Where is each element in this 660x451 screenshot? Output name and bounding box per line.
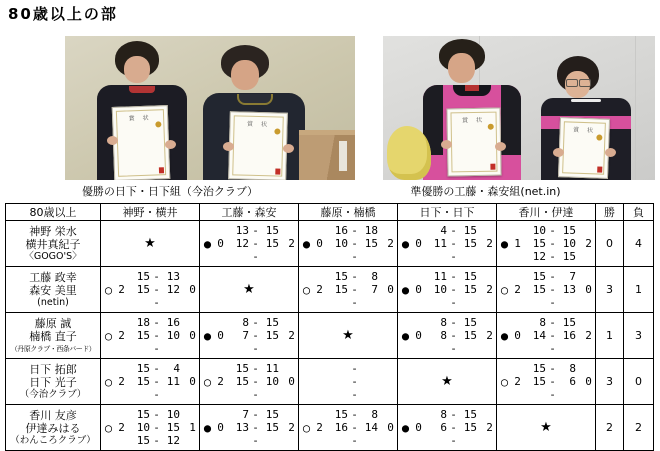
games-lost: 2 (288, 421, 295, 434)
games-won: 0 (217, 421, 224, 434)
team-names-cell (6, 359, 101, 405)
player-name: 日下 拓郎 (29, 362, 77, 376)
wins-cell: 0 (596, 221, 624, 267)
hand (223, 142, 234, 151)
set-score: - (252, 342, 259, 355)
set-scores (424, 270, 483, 309)
match-result-cell (200, 313, 299, 359)
win-circle-icon: ○ (104, 282, 113, 297)
match-detail (299, 359, 397, 404)
win-circle-icon: ○ (302, 282, 311, 297)
hand (495, 142, 506, 151)
self-match-cell (497, 405, 596, 451)
set-score: 15 - 11 (235, 362, 279, 375)
table-row (6, 405, 654, 451)
set-score: - (153, 342, 160, 355)
certificate (228, 111, 288, 180)
loss-circle-icon: ● (203, 236, 212, 251)
set-score: 15 - 10 (235, 375, 279, 388)
set-score: 12 - 15 (532, 250, 576, 263)
certificate-title: 賞 状 (128, 114, 152, 123)
match-detail (200, 359, 298, 404)
self-match-cell (200, 267, 299, 313)
set-scores (424, 408, 483, 447)
loss-circle-icon: ● (401, 420, 410, 435)
self-match-cell (101, 221, 200, 267)
set-score: 13 - 15 (235, 224, 279, 237)
set-score: 15 - 7 (334, 283, 378, 296)
games-won: 2 (316, 283, 323, 296)
column-header-6: 勝 (596, 204, 624, 221)
loss-circle-icon: ● (500, 236, 509, 251)
star-icon: ★ (441, 374, 453, 389)
games-won: 2 (118, 421, 125, 434)
set-score: 10 - 15 (136, 421, 180, 434)
games-won: 0 (217, 237, 224, 250)
hand (165, 140, 176, 149)
set-score: 15 - 8 (532, 362, 576, 375)
set-scores (424, 316, 483, 355)
games-won: 0 (415, 329, 422, 342)
losses-cell: 0 (624, 359, 654, 405)
page-title: 80歳以上の部 (8, 5, 118, 23)
set-scores (226, 408, 285, 447)
runnerup-caption: 準優勝の工藤・森安組(net.in) (410, 185, 561, 198)
certificate-title: 賞 状 (247, 120, 271, 129)
hand (605, 148, 616, 157)
column-header-3: 藤原・楠橋 (299, 204, 398, 221)
club-name: （わんころクラブ） (10, 434, 96, 446)
loss-circle-icon: ● (401, 236, 410, 251)
set-score: - (252, 250, 259, 263)
games-won: 0 (415, 283, 422, 296)
games-won: 2 (118, 283, 125, 296)
glasses-icon (579, 79, 591, 87)
team-names-cell (6, 267, 101, 313)
games-lost: 1 (189, 421, 196, 434)
set-scores (127, 316, 186, 355)
set-score: - (351, 250, 358, 263)
set-score: 10 - 15 (433, 283, 477, 296)
set-score: 15 - 10 (136, 408, 180, 421)
team-names-cell (6, 221, 101, 267)
match-detail (200, 313, 298, 358)
win-circle-icon: ○ (500, 282, 509, 297)
club-name: （丹原クラブ・西条バード） (10, 344, 96, 353)
games-won: 2 (217, 375, 224, 388)
set-score: 15 - 10 (136, 329, 180, 342)
box-label (339, 141, 347, 171)
star-icon: ★ (243, 282, 255, 297)
games-won: 2 (514, 283, 521, 296)
games-lost: 2 (486, 283, 493, 296)
wins-cell: 1 (596, 313, 624, 359)
set-score: - (351, 388, 358, 401)
set-scores (523, 316, 582, 355)
set-score: - (450, 296, 457, 309)
games-lost: 2 (288, 237, 295, 250)
set-score: 15 - 7 (532, 270, 576, 283)
games-won: 2 (118, 375, 125, 388)
set-score: 15 - 4 (136, 362, 180, 375)
games-won: 0 (415, 421, 422, 434)
games-lost: 0 (585, 375, 592, 388)
games-lost: 0 (288, 375, 295, 388)
games-lost: 0 (189, 283, 196, 296)
losses-cell: 3 (624, 313, 654, 359)
champion-caption: 優勝の日下・日下組（今治クラブ） (81, 185, 259, 198)
column-header-2: 工藤・森安 (200, 204, 299, 221)
column-header-1: 神野・横井 (101, 204, 200, 221)
wins-cell: 3 (596, 267, 624, 313)
set-score: 6 - 15 (440, 421, 477, 434)
match-result-cell (101, 359, 200, 405)
set-score: - (153, 388, 160, 401)
match-result-cell (200, 359, 299, 405)
certificate (112, 105, 171, 180)
player-name: 日下 光子 (29, 375, 77, 389)
player-name: 藤原 誠 (34, 316, 72, 330)
set-scores (226, 316, 285, 355)
player-name: 横井真紀子 (25, 237, 81, 251)
set-scores (523, 224, 582, 263)
match-result-cell (299, 359, 398, 405)
match-detail (299, 267, 397, 312)
set-scores (523, 362, 582, 401)
games-won: 2 (316, 421, 323, 434)
set-scores (226, 224, 285, 263)
games-won: 0 (415, 237, 422, 250)
set-score: 18 - 16 (136, 316, 180, 329)
certificate-title: 賞 状 (462, 116, 486, 125)
table-header-row (6, 204, 654, 221)
match-result-cell (200, 221, 299, 267)
man-collar (237, 94, 273, 105)
match-result-cell (497, 221, 596, 267)
games-lost: 0 (387, 283, 394, 296)
player-name: 楠橋 直子 (29, 329, 77, 343)
red-seal-icon (597, 166, 602, 172)
losses-cell: 1 (624, 267, 654, 313)
match-result-cell (398, 221, 497, 267)
certificate (558, 117, 610, 179)
games-lost: 0 (189, 329, 196, 342)
match-result-cell (299, 405, 398, 451)
medal-sticker-icon (488, 124, 494, 130)
set-scores (325, 362, 384, 401)
match-result-cell (200, 405, 299, 451)
match-detail (200, 221, 298, 266)
player-name: 香川 友彦 (29, 408, 77, 422)
club-name: 〈GOGO'S〉 (24, 250, 82, 262)
games-won: 0 (316, 237, 323, 250)
games-lost: 2 (585, 329, 592, 342)
set-score: 7 - 15 (242, 408, 279, 421)
match-detail (398, 405, 496, 450)
win-circle-icon: ○ (500, 374, 509, 389)
set-score: 10 - 15 (334, 237, 378, 250)
match-detail (398, 267, 496, 312)
set-score: 15 - 12 (136, 283, 180, 296)
games-lost: 2 (486, 421, 493, 434)
set-score: 16 - 18 (334, 224, 378, 237)
set-score: 15 - 10 (532, 237, 576, 250)
match-result-cell (497, 359, 596, 405)
man-face (448, 53, 475, 83)
games-won: 0 (514, 329, 521, 342)
hand (553, 148, 564, 157)
match-result-cell (497, 313, 596, 359)
set-scores (325, 224, 384, 263)
star-icon: ★ (144, 236, 156, 251)
hand (107, 136, 118, 145)
set-score: 7 - 15 (242, 329, 279, 342)
match-detail (398, 221, 496, 266)
set-score: 8 - 15 (242, 316, 279, 329)
games-lost: 0 (189, 375, 196, 388)
loss-circle-icon: ● (500, 328, 509, 343)
match-detail (497, 267, 595, 312)
set-scores (325, 408, 384, 447)
set-scores (127, 408, 186, 447)
match-detail (497, 221, 595, 266)
set-score: - (450, 434, 457, 447)
match-detail (101, 359, 199, 404)
games-lost: 2 (486, 329, 493, 342)
games-lost: 0 (387, 421, 394, 434)
set-score: 15 - 8 (334, 270, 378, 283)
match-result-cell (398, 313, 497, 359)
games-won: 1 (514, 237, 521, 250)
player-name: 伊達みはる (25, 421, 81, 435)
inner-collar (465, 85, 479, 91)
set-score: - (450, 250, 457, 263)
match-result-cell (497, 267, 596, 313)
loss-circle-icon: ● (203, 420, 212, 435)
set-score: 13 - 15 (235, 421, 279, 434)
set-score: 15 - 11 (136, 375, 180, 388)
wins-cell: 3 (596, 359, 624, 405)
match-detail (497, 313, 595, 358)
hand (283, 144, 294, 153)
match-result-cell (299, 267, 398, 313)
games-lost: 2 (387, 237, 394, 250)
table-row (6, 359, 654, 405)
match-result-cell (299, 221, 398, 267)
set-score: 15 - 13 (136, 270, 180, 283)
champion-photo (65, 36, 355, 180)
star-icon: ★ (342, 328, 354, 343)
wins-cell: 2 (596, 405, 624, 451)
games-won: 0 (217, 329, 224, 342)
losses-cell: 4 (624, 221, 654, 267)
win-circle-icon: ○ (104, 420, 113, 435)
set-score: - (549, 388, 556, 401)
match-detail (299, 405, 397, 450)
set-score: 11 - 15 (433, 237, 477, 250)
match-detail (398, 313, 496, 358)
win-circle-icon: ○ (104, 374, 113, 389)
set-score: 8 - 15 (440, 316, 477, 329)
match-detail (101, 267, 199, 312)
win-circle-icon: ○ (203, 374, 212, 389)
cardboard-box (299, 130, 355, 180)
set-scores (424, 224, 483, 263)
match-detail (299, 221, 397, 266)
medal-sticker-icon (596, 134, 602, 140)
table-row (6, 267, 654, 313)
player-name: 工藤 政幸 (29, 270, 77, 284)
set-score: - (153, 296, 160, 309)
red-seal-icon (275, 168, 280, 174)
match-detail (101, 405, 199, 450)
set-score: - (351, 434, 358, 447)
team-names-cell (6, 313, 101, 359)
set-score: 4 - 15 (440, 224, 477, 237)
self-match-cell (299, 313, 398, 359)
set-score: - (351, 362, 358, 375)
runnerup-photo (383, 36, 655, 180)
certificate (446, 108, 501, 177)
table-row (6, 221, 654, 267)
self-match-cell (398, 359, 497, 405)
woman-collar (129, 86, 155, 93)
set-score: 16 - 14 (334, 421, 378, 434)
match-detail (101, 313, 199, 358)
match-result-cell (101, 405, 200, 451)
set-scores (325, 270, 384, 309)
match-result-cell (398, 267, 497, 313)
set-score: 14 - 16 (532, 329, 576, 342)
match-result-cell (398, 405, 497, 451)
set-score: - (351, 375, 358, 388)
match-detail (200, 405, 298, 450)
medal-sticker-icon (155, 121, 161, 127)
set-score: - (549, 342, 556, 355)
match-result-cell (101, 313, 200, 359)
win-circle-icon: ○ (104, 328, 113, 343)
set-score: 8 - 15 (440, 329, 477, 342)
wall-panel-line (635, 36, 636, 180)
column-header-4: 日下・日下 (398, 204, 497, 221)
medal-sticker-icon (274, 128, 280, 134)
club-name: (netin) (37, 296, 69, 308)
loss-circle-icon: ● (203, 328, 212, 343)
glasses-icon (566, 79, 578, 87)
player-name: 森安 美里 (29, 283, 77, 297)
star-icon: ★ (540, 420, 552, 435)
loss-circle-icon: ● (401, 328, 410, 343)
set-score: 15 - 8 (334, 408, 378, 421)
results-table (5, 203, 654, 451)
games-won: 2 (118, 329, 125, 342)
set-score: 8 - 15 (440, 408, 477, 421)
set-score: 11 - 15 (433, 270, 477, 283)
games-lost: 0 (585, 283, 592, 296)
loss-circle-icon: ● (401, 282, 410, 297)
column-header-0: 80歳以上 (6, 204, 101, 221)
red-seal-icon (159, 167, 164, 173)
player-name: 神野 栄水 (29, 224, 77, 238)
set-scores (226, 362, 285, 401)
certificate-title: 賞 状 (573, 126, 597, 135)
collar-trim (571, 99, 601, 102)
team-names-cell (6, 405, 101, 451)
games-lost: 2 (585, 237, 592, 250)
set-score: - (450, 342, 457, 355)
woman-face (124, 56, 150, 83)
set-score: 12 - 15 (235, 237, 279, 250)
games-lost: 2 (486, 237, 493, 250)
hand (441, 140, 452, 149)
set-score: 15 - 12 (136, 434, 180, 447)
loss-circle-icon: ● (302, 236, 311, 251)
set-score: 15 - 6 (532, 375, 576, 388)
set-score: - (252, 388, 259, 401)
set-scores (127, 362, 186, 401)
club-name: （今治クラブ） (19, 388, 87, 400)
losses-cell: 2 (624, 405, 654, 451)
games-lost: 2 (288, 329, 295, 342)
set-score: - (549, 296, 556, 309)
set-score: 10 - 15 (532, 224, 576, 237)
set-score: 15 - 13 (532, 283, 576, 296)
red-seal-icon (490, 164, 495, 170)
column-header-5: 香川・伊達 (497, 204, 596, 221)
set-score: 8 - 15 (539, 316, 576, 329)
set-score: - (351, 296, 358, 309)
man-face (231, 60, 259, 90)
table-row (6, 313, 654, 359)
set-scores (127, 270, 186, 309)
match-result-cell (101, 267, 200, 313)
games-won: 2 (514, 375, 521, 388)
column-header-7: 負 (624, 204, 654, 221)
set-scores (523, 270, 582, 309)
win-circle-icon: ○ (302, 420, 311, 435)
set-score: - (252, 434, 259, 447)
match-detail (497, 359, 595, 404)
